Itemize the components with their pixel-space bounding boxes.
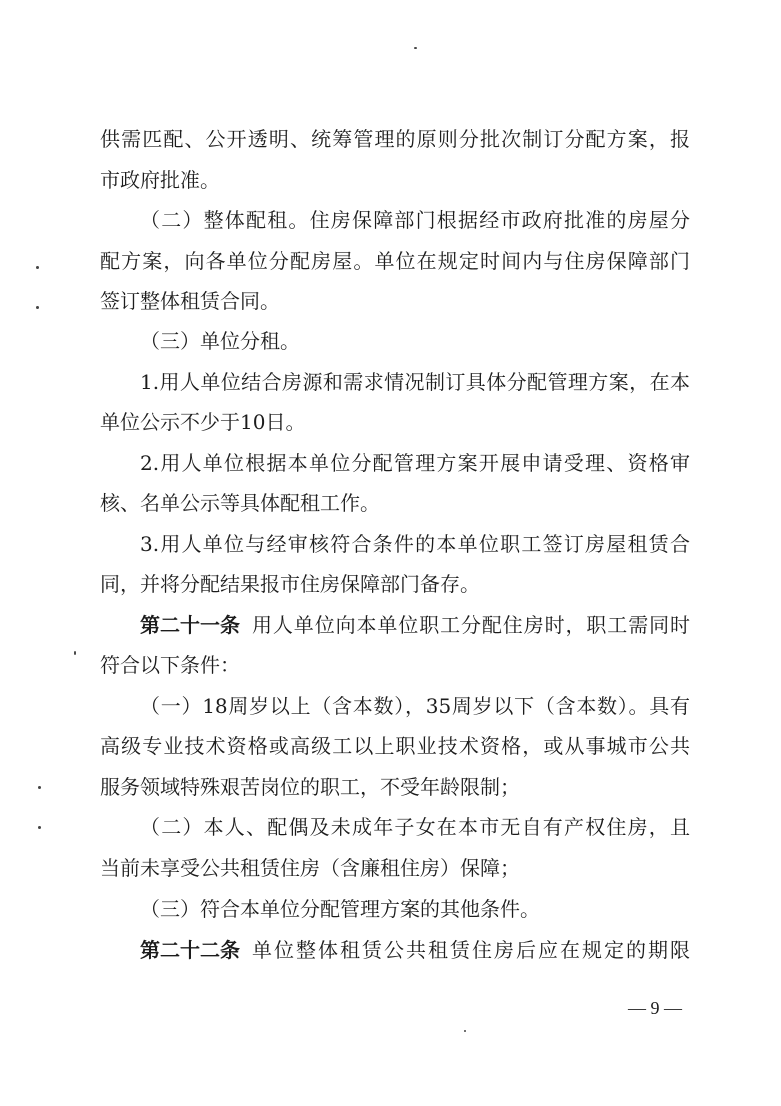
text-line: （一）18周岁以上（含本数），35周岁以下（含本数）。具有 (140, 694, 690, 718)
text-line: 供需匹配、公开透明、统筹管理的原则分批次制订分配方案，报 (100, 127, 690, 151)
text-line: 服务领域特殊艰苦岗位的职工，不受年龄限制； (100, 775, 520, 799)
text-line: 1.用人单位结合房源和需求情况制订具体分配管理方案，在本 (140, 370, 690, 394)
text-line: 2.用人单位根据本单位分配管理方案开展申请受理、资格审 (140, 451, 690, 475)
text-line: 用人单位向本单位职工分配住房时，职工需同时 (252, 613, 690, 637)
text-line: （三）符合本单位分配管理方案的其他条件。 (140, 897, 540, 921)
text-line: 单位整体租赁公共租赁住房后应在规定的期限 (252, 938, 690, 962)
scan-speck (74, 651, 76, 655)
page-number: — 9 — (628, 998, 682, 1018)
article-line (140, 938, 690, 962)
text-line: 市政府批准。 (100, 168, 220, 192)
article-line (140, 613, 690, 637)
text-line: 同，并将分配结果报市住房保障部门备存。 (100, 572, 480, 596)
text-line: 核、名单公示等具体配租工作。 (100, 491, 380, 515)
text-line: （三）单位分租。 (140, 329, 300, 353)
article-heading: 第二十一条 (140, 613, 240, 637)
text-line: 配方案，向各单位分配房屋。单位在规定时间内与住房保障部门 (100, 249, 690, 273)
text-line: （二）整体配租。住房保障部门根据经市政府批准的房屋分 (140, 208, 690, 232)
article-heading: 第二十二条 (140, 938, 240, 962)
text-line: （二）本人、配偶及未成年子女在本市无自有产权住房，且 (140, 815, 690, 839)
text-line: 符合以下条件： (100, 653, 240, 677)
scan-speck (38, 826, 41, 829)
text-line: 高级专业技术资格或高级工以上职业技术资格，或从事城市公共 (100, 734, 690, 758)
text-line: 当前未享受公共租赁住房（含廉租住房）保障； (100, 856, 520, 880)
scan-speck (36, 306, 39, 309)
scan-speck (38, 786, 41, 789)
text-line: 签订整体租赁合同。 (100, 289, 280, 313)
scan-speck (36, 266, 39, 269)
text-line: 3.用人单位与经审核符合条件的本单位职工签订房屋租赁合 (140, 532, 690, 556)
scan-speck (464, 1030, 466, 1032)
text-line: 单位公示不少于10日。 (100, 410, 306, 434)
scan-speck (414, 47, 417, 49)
